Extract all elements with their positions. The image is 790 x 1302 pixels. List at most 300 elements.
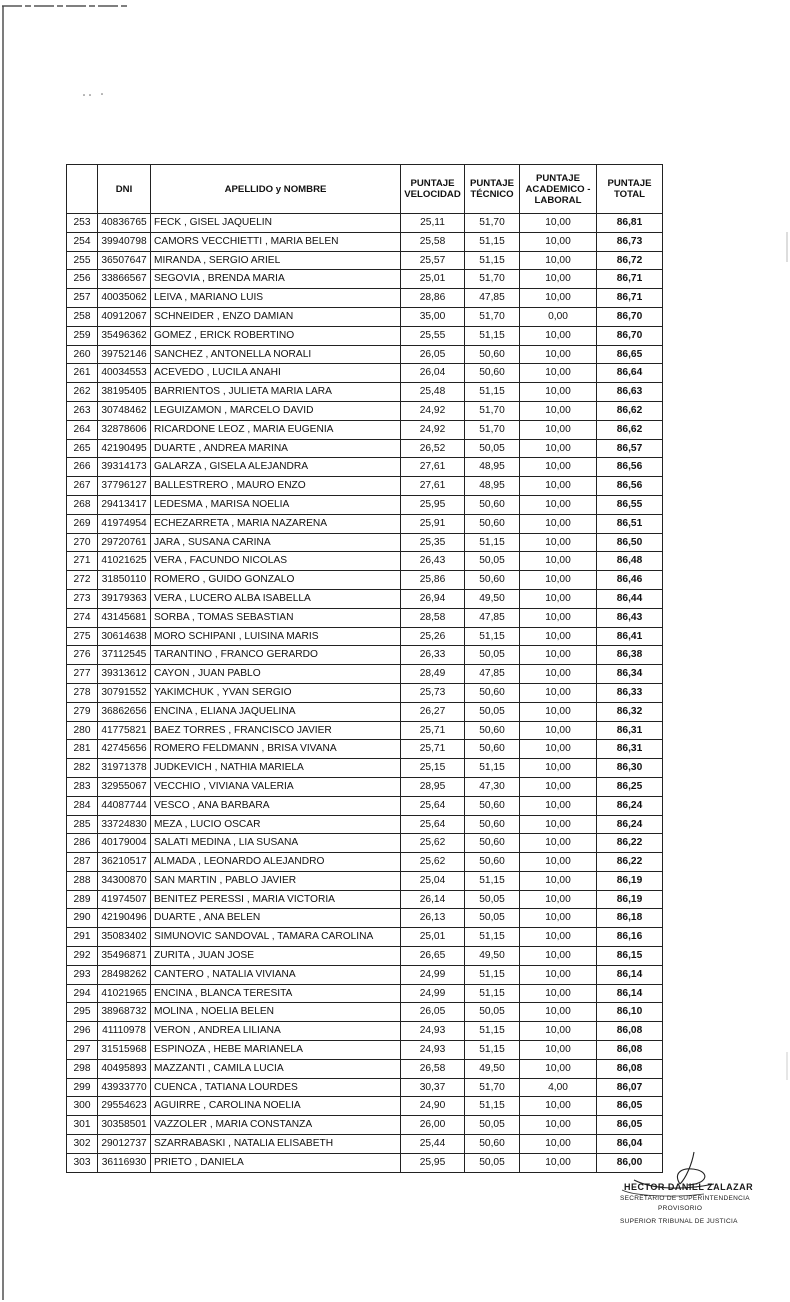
table-row — [67, 270, 663, 289]
velocidad-cell: 24,92 — [401, 401, 465, 420]
name-cell: MOLINA , NOELIA BELEN — [151, 1003, 401, 1022]
velocidad-cell: 25,73 — [401, 683, 465, 702]
name-cell: SCHNEIDER , ENZO DAMIAN — [151, 307, 401, 326]
row-number: 276 — [67, 646, 98, 665]
velocidad-cell: 26,43 — [401, 552, 465, 571]
academico-cell: 10,00 — [520, 627, 597, 646]
dni-cell: 40495893 — [98, 1059, 151, 1078]
academico-cell: 10,00 — [520, 289, 597, 308]
academico-cell: 10,00 — [520, 853, 597, 872]
total-cell: 86,64 — [597, 364, 663, 383]
dni-cell: 38195405 — [98, 383, 151, 402]
total-cell: 86,05 — [597, 1116, 663, 1135]
row-number: 267 — [67, 477, 98, 496]
name-cell: VERON , ANDREA LILIANA — [151, 1022, 401, 1041]
table-row — [67, 947, 663, 966]
tecnico-cell: 51,15 — [465, 627, 520, 646]
name-cell: SANCHEZ , ANTONELLA NORALI — [151, 345, 401, 364]
row-number: 275 — [67, 627, 98, 646]
dni-cell: 39314173 — [98, 458, 151, 477]
dni-cell: 42190495 — [98, 439, 151, 458]
velocidad-cell: 25,62 — [401, 834, 465, 853]
row-number: 292 — [67, 947, 98, 966]
signer-title: SECRETARIO DE SUPERINTENDENCIA — [620, 1195, 750, 1202]
dni-cell: 41974954 — [98, 514, 151, 533]
table-row — [67, 646, 663, 665]
row-number: 259 — [67, 326, 98, 345]
name-cell: CUENCA , TATIANA LOURDES — [151, 1078, 401, 1097]
table-row — [67, 571, 663, 590]
name-cell: ENCINA , ELIANA JAQUELINA — [151, 702, 401, 721]
velocidad-cell: 24,99 — [401, 984, 465, 1003]
velocidad-cell: 26,65 — [401, 947, 465, 966]
velocidad-cell: 24,92 — [401, 420, 465, 439]
name-cell: ROMERO , GUIDO GONZALO — [151, 571, 401, 590]
total-cell: 86,57 — [597, 439, 663, 458]
total-cell: 86,62 — [597, 401, 663, 420]
academico-cell: 10,00 — [520, 477, 597, 496]
table-row — [67, 1059, 663, 1078]
academico-cell: 10,00 — [520, 232, 597, 251]
velocidad-cell: 25,95 — [401, 495, 465, 514]
table-row — [67, 364, 663, 383]
row-number: 265 — [67, 439, 98, 458]
total-cell: 86,43 — [597, 608, 663, 627]
row-number: 263 — [67, 401, 98, 420]
tecnico-cell: 50,60 — [465, 834, 520, 853]
name-cell: ENCINA , BLANCA TERESITA — [151, 984, 401, 1003]
table-row — [67, 477, 663, 496]
name-cell: MEZA , LUCIO OSCAR — [151, 815, 401, 834]
total-cell: 86,51 — [597, 514, 663, 533]
tecnico-cell: 50,60 — [465, 495, 520, 514]
velocidad-cell: 25,01 — [401, 928, 465, 947]
row-number: 295 — [67, 1003, 98, 1022]
name-cell: BAEZ TORRES , FRANCISCO JAVIER — [151, 721, 401, 740]
tecnico-cell: 51,70 — [465, 214, 520, 233]
table-row — [67, 495, 663, 514]
table-row — [67, 1116, 663, 1135]
name-cell: LEDESMA , MARISA NOELIA — [151, 495, 401, 514]
total-cell: 86,62 — [597, 420, 663, 439]
table-body — [67, 214, 663, 1173]
dni-cell: 28498262 — [98, 965, 151, 984]
total-cell: 86,05 — [597, 1097, 663, 1116]
velocidad-cell: 24,99 — [401, 965, 465, 984]
total-cell: 86,24 — [597, 796, 663, 815]
velocidad-cell: 25,44 — [401, 1135, 465, 1154]
table-row — [67, 721, 663, 740]
tecnico-cell: 51,15 — [465, 928, 520, 947]
row-number: 287 — [67, 853, 98, 872]
name-cell: ACEVEDO , LUCILA ANAHI — [151, 364, 401, 383]
velocidad-cell: 30,37 — [401, 1078, 465, 1097]
dni-cell: 41021965 — [98, 984, 151, 1003]
row-number: 278 — [67, 683, 98, 702]
academico-cell: 10,00 — [520, 683, 597, 702]
velocidad-cell: 24,93 — [401, 1041, 465, 1060]
row-number: 274 — [67, 608, 98, 627]
tecnico-cell: 50,05 — [465, 1003, 520, 1022]
name-cell: SALATI MEDINA , LIA SUSANA — [151, 834, 401, 853]
dni-cell: 40912067 — [98, 307, 151, 326]
total-cell: 86,10 — [597, 1003, 663, 1022]
table-row — [67, 740, 663, 759]
academico-cell: 10,00 — [520, 420, 597, 439]
total-cell: 86,73 — [597, 232, 663, 251]
row-number: 255 — [67, 251, 98, 270]
velocidad-cell: 26,27 — [401, 702, 465, 721]
name-cell: DUARTE , ANDREA MARINA — [151, 439, 401, 458]
tecnico-cell: 51,15 — [465, 251, 520, 270]
academico-cell: 10,00 — [520, 1153, 597, 1172]
dni-cell: 33866567 — [98, 270, 151, 289]
table-row — [67, 759, 663, 778]
name-cell: SZARRABASKI , NATALIA ELISABETH — [151, 1135, 401, 1154]
tecnico-cell: 49,50 — [465, 589, 520, 608]
total-cell: 86,70 — [597, 326, 663, 345]
academico-cell: 10,00 — [520, 984, 597, 1003]
tecnico-cell: 51,15 — [465, 326, 520, 345]
dni-cell: 39752146 — [98, 345, 151, 364]
velocidad-cell: 26,58 — [401, 1059, 465, 1078]
dni-cell: 40836765 — [98, 214, 151, 233]
tecnico-cell: 48,95 — [465, 458, 520, 477]
dni-cell: 43933770 — [98, 1078, 151, 1097]
row-number: 279 — [67, 702, 98, 721]
header-name: APELLIDO y NOMBRE — [151, 165, 401, 214]
academico-cell: 10,00 — [520, 965, 597, 984]
tecnico-cell: 51,70 — [465, 401, 520, 420]
tecnico-cell: 51,70 — [465, 420, 520, 439]
name-cell: BENITEZ PERESSI , MARIA VICTORIA — [151, 890, 401, 909]
total-cell: 86,72 — [597, 251, 663, 270]
dni-cell: 41775821 — [98, 721, 151, 740]
total-cell: 86,25 — [597, 777, 663, 796]
dni-cell: 29012737 — [98, 1135, 151, 1154]
velocidad-cell: 35,00 — [401, 307, 465, 326]
table-row — [67, 1003, 663, 1022]
header-academico: PUNTAJE ACADEMICO - LABORAL — [520, 165, 597, 214]
academico-cell: 10,00 — [520, 495, 597, 514]
name-cell: RICARDONE LEOZ , MARIA EUGENIA — [151, 420, 401, 439]
table-row — [67, 871, 663, 890]
total-cell: 86,32 — [597, 702, 663, 721]
row-number: 289 — [67, 890, 98, 909]
academico-cell: 10,00 — [520, 871, 597, 890]
table-row — [67, 458, 663, 477]
table-row — [67, 1153, 663, 1172]
academico-cell: 10,00 — [520, 571, 597, 590]
academico-cell: 10,00 — [520, 589, 597, 608]
row-number: 253 — [67, 214, 98, 233]
name-cell: MIRANDA , SERGIO ARIEL — [151, 251, 401, 270]
table-row — [67, 890, 663, 909]
row-number: 266 — [67, 458, 98, 477]
velocidad-cell: 26,04 — [401, 364, 465, 383]
dni-cell: 35496871 — [98, 947, 151, 966]
name-cell: JARA , SUSANA CARINA — [151, 533, 401, 552]
row-number: 256 — [67, 270, 98, 289]
row-number: 288 — [67, 871, 98, 890]
name-cell: SEGOVIA , BRENDA MARIA — [151, 270, 401, 289]
total-cell: 86,19 — [597, 890, 663, 909]
table-row — [67, 214, 663, 233]
total-cell: 86,48 — [597, 552, 663, 571]
row-number: 273 — [67, 589, 98, 608]
velocidad-cell: 25,26 — [401, 627, 465, 646]
tecnico-cell: 51,15 — [465, 1022, 520, 1041]
header-tecnico: PUNTAJE TÉCNICO — [465, 165, 520, 214]
velocidad-cell: 26,00 — [401, 1116, 465, 1135]
velocidad-cell: 28,95 — [401, 777, 465, 796]
name-cell: CANTERO , NATALIA VIVIANA — [151, 965, 401, 984]
name-cell: DUARTE , ANA BELEN — [151, 909, 401, 928]
table-row — [67, 683, 663, 702]
total-cell: 86,71 — [597, 270, 663, 289]
table-header-row — [67, 165, 663, 214]
header-dni: DNI — [98, 165, 151, 214]
academico-cell: 10,00 — [520, 947, 597, 966]
total-cell: 86,04 — [597, 1135, 663, 1154]
total-cell: 86,63 — [597, 383, 663, 402]
academico-cell: 10,00 — [520, 251, 597, 270]
total-cell: 86,07 — [597, 1078, 663, 1097]
row-number: 269 — [67, 514, 98, 533]
name-cell: VAZZOLER , MARIA CONSTANZA — [151, 1116, 401, 1135]
table-row — [67, 439, 663, 458]
row-number: 261 — [67, 364, 98, 383]
table-row — [67, 307, 663, 326]
total-cell: 86,30 — [597, 759, 663, 778]
tecnico-cell: 51,15 — [465, 984, 520, 1003]
name-cell: SIMUNOVIC SANDOVAL , TAMARA CAROLINA — [151, 928, 401, 947]
dni-cell: 42745656 — [98, 740, 151, 759]
dni-cell: 39313612 — [98, 665, 151, 684]
dni-cell: 40034553 — [98, 364, 151, 383]
total-cell: 86,08 — [597, 1059, 663, 1078]
dni-cell: 36507647 — [98, 251, 151, 270]
tecnico-cell: 51,15 — [465, 383, 520, 402]
tecnico-cell: 50,05 — [465, 646, 520, 665]
tecnico-cell: 50,60 — [465, 345, 520, 364]
table-row — [67, 1022, 663, 1041]
tecnico-cell: 50,05 — [465, 552, 520, 571]
academico-cell: 10,00 — [520, 721, 597, 740]
tecnico-cell: 50,05 — [465, 439, 520, 458]
dni-cell: 39940798 — [98, 232, 151, 251]
table-row — [67, 1078, 663, 1097]
velocidad-cell: 27,61 — [401, 458, 465, 477]
dni-cell: 32878606 — [98, 420, 151, 439]
tecnico-cell: 50,60 — [465, 796, 520, 815]
dni-cell: 39179363 — [98, 589, 151, 608]
total-cell: 86,08 — [597, 1041, 663, 1060]
row-number: 283 — [67, 777, 98, 796]
velocidad-cell: 25,11 — [401, 214, 465, 233]
name-cell: ALMADA , LEONARDO ALEJANDRO — [151, 853, 401, 872]
academico-cell: 10,00 — [520, 815, 597, 834]
dni-cell: 31971378 — [98, 759, 151, 778]
total-cell: 86,56 — [597, 458, 663, 477]
academico-cell: 10,00 — [520, 214, 597, 233]
table-row — [67, 251, 663, 270]
tecnico-cell: 50,60 — [465, 1135, 520, 1154]
signer-organization: SUPERIOR TRIBUNAL DE JUSTICIA — [620, 1218, 738, 1225]
table-row — [67, 796, 663, 815]
dni-cell: 29413417 — [98, 495, 151, 514]
row-number: 298 — [67, 1059, 98, 1078]
tecnico-cell: 51,70 — [465, 270, 520, 289]
tecnico-cell: 50,05 — [465, 909, 520, 928]
row-number: 262 — [67, 383, 98, 402]
row-number: 285 — [67, 815, 98, 834]
tecnico-cell: 50,60 — [465, 683, 520, 702]
name-cell: VERA , FACUNDO NICOLAS — [151, 552, 401, 571]
row-number: 280 — [67, 721, 98, 740]
name-cell: ROMERO FELDMANN , BRISA VIVANA — [151, 740, 401, 759]
row-number: 297 — [67, 1041, 98, 1060]
velocidad-cell: 25,71 — [401, 721, 465, 740]
row-number: 271 — [67, 552, 98, 571]
name-cell: TARANTINO , FRANCO GERARDO — [151, 646, 401, 665]
academico-cell: 10,00 — [520, 458, 597, 477]
dni-cell: 42190496 — [98, 909, 151, 928]
dni-cell: 37112545 — [98, 646, 151, 665]
academico-cell: 10,00 — [520, 890, 597, 909]
name-cell: AGUIRRE , CAROLINA NOELIA — [151, 1097, 401, 1116]
velocidad-cell: 26,52 — [401, 439, 465, 458]
table-row — [67, 702, 663, 721]
header-total: PUNTAJE TOTAL — [597, 165, 663, 214]
academico-cell: 10,00 — [520, 439, 597, 458]
academico-cell: 10,00 — [520, 1135, 597, 1154]
row-number: 302 — [67, 1135, 98, 1154]
academico-cell: 10,00 — [520, 909, 597, 928]
tecnico-cell: 50,60 — [465, 853, 520, 872]
row-number: 281 — [67, 740, 98, 759]
dni-cell: 33724830 — [98, 815, 151, 834]
academico-cell: 10,00 — [520, 1116, 597, 1135]
table-row — [67, 853, 663, 872]
table-row — [67, 627, 663, 646]
dni-cell: 36862656 — [98, 702, 151, 721]
dni-cell: 41021625 — [98, 552, 151, 571]
velocidad-cell: 26,33 — [401, 646, 465, 665]
velocidad-cell: 25,91 — [401, 514, 465, 533]
table-row — [67, 834, 663, 853]
tecnico-cell: 48,95 — [465, 477, 520, 496]
tecnico-cell: 50,60 — [465, 740, 520, 759]
dni-cell: 41110978 — [98, 1022, 151, 1041]
velocidad-cell: 26,13 — [401, 909, 465, 928]
velocidad-cell: 25,86 — [401, 571, 465, 590]
total-cell: 86,14 — [597, 965, 663, 984]
dni-cell: 34300870 — [98, 871, 151, 890]
velocidad-cell: 25,55 — [401, 326, 465, 345]
name-cell: MAZZANTI , CAMILA LUCIA — [151, 1059, 401, 1078]
total-cell: 86,08 — [597, 1022, 663, 1041]
table-row — [67, 1041, 663, 1060]
name-cell: ECHEZARRETA , MARIA NAZARENA — [151, 514, 401, 533]
dni-cell: 37796127 — [98, 477, 151, 496]
academico-cell: 10,00 — [520, 796, 597, 815]
name-cell: MORO SCHIPANI , LUISINA MARIS — [151, 627, 401, 646]
dni-cell: 38968732 — [98, 1003, 151, 1022]
results-table — [66, 164, 663, 1173]
velocidad-cell: 26,05 — [401, 345, 465, 364]
row-number: 296 — [67, 1022, 98, 1041]
dni-cell: 36210517 — [98, 853, 151, 872]
table-row — [67, 1135, 663, 1154]
tecnico-cell: 50,05 — [465, 702, 520, 721]
academico-cell: 10,00 — [520, 533, 597, 552]
dni-cell: 41974507 — [98, 890, 151, 909]
velocidad-cell: 25,57 — [401, 251, 465, 270]
row-number: 282 — [67, 759, 98, 778]
velocidad-cell: 25,95 — [401, 1153, 465, 1172]
dni-cell: 40179004 — [98, 834, 151, 853]
dni-cell: 30614638 — [98, 627, 151, 646]
academico-cell: 10,00 — [520, 928, 597, 947]
total-cell: 86,50 — [597, 533, 663, 552]
velocidad-cell: 25,62 — [401, 853, 465, 872]
velocidad-cell: 25,01 — [401, 270, 465, 289]
signature-stamp — [614, 1150, 784, 1230]
tecnico-cell: 47,30 — [465, 777, 520, 796]
tecnico-cell: 51,70 — [465, 307, 520, 326]
tecnico-cell: 51,15 — [465, 1097, 520, 1116]
header-velocidad: PUNTAJE VELOCIDAD — [401, 165, 465, 214]
name-cell: CAMORS VECCHIETTI , MARIA BELEN — [151, 232, 401, 251]
name-cell: CAYON , JUAN PABLO — [151, 665, 401, 684]
velocidad-cell: 24,93 — [401, 1022, 465, 1041]
total-cell: 86,71 — [597, 289, 663, 308]
total-cell: 86,22 — [597, 853, 663, 872]
tecnico-cell: 50,60 — [465, 815, 520, 834]
table-row — [67, 1097, 663, 1116]
tecnico-cell: 51,70 — [465, 1078, 520, 1097]
tecnico-cell: 51,15 — [465, 871, 520, 890]
dni-cell: 30748462 — [98, 401, 151, 420]
table-row — [67, 345, 663, 364]
row-number: 293 — [67, 965, 98, 984]
academico-cell: 10,00 — [520, 364, 597, 383]
tecnico-cell: 50,05 — [465, 1116, 520, 1135]
total-cell: 86,18 — [597, 909, 663, 928]
row-number: 286 — [67, 834, 98, 853]
row-number: 303 — [67, 1153, 98, 1172]
tecnico-cell: 51,15 — [465, 533, 520, 552]
dni-cell: 44087744 — [98, 796, 151, 815]
table-row — [67, 232, 663, 251]
academico-cell: 10,00 — [520, 1003, 597, 1022]
velocidad-cell: 25,04 — [401, 871, 465, 890]
dni-cell: 31850110 — [98, 571, 151, 590]
academico-cell: 10,00 — [520, 740, 597, 759]
velocidad-cell: 28,49 — [401, 665, 465, 684]
total-cell: 86,16 — [597, 928, 663, 947]
row-number: 272 — [67, 571, 98, 590]
dni-cell: 29554623 — [98, 1097, 151, 1116]
academico-cell: 10,00 — [520, 1097, 597, 1116]
tecnico-cell: 51,15 — [465, 1041, 520, 1060]
table-row — [67, 533, 663, 552]
header-number — [67, 165, 98, 214]
name-cell: VECCHIO , VIVIANA VALERIA — [151, 777, 401, 796]
table-row — [67, 514, 663, 533]
total-cell: 86,00 — [597, 1153, 663, 1172]
